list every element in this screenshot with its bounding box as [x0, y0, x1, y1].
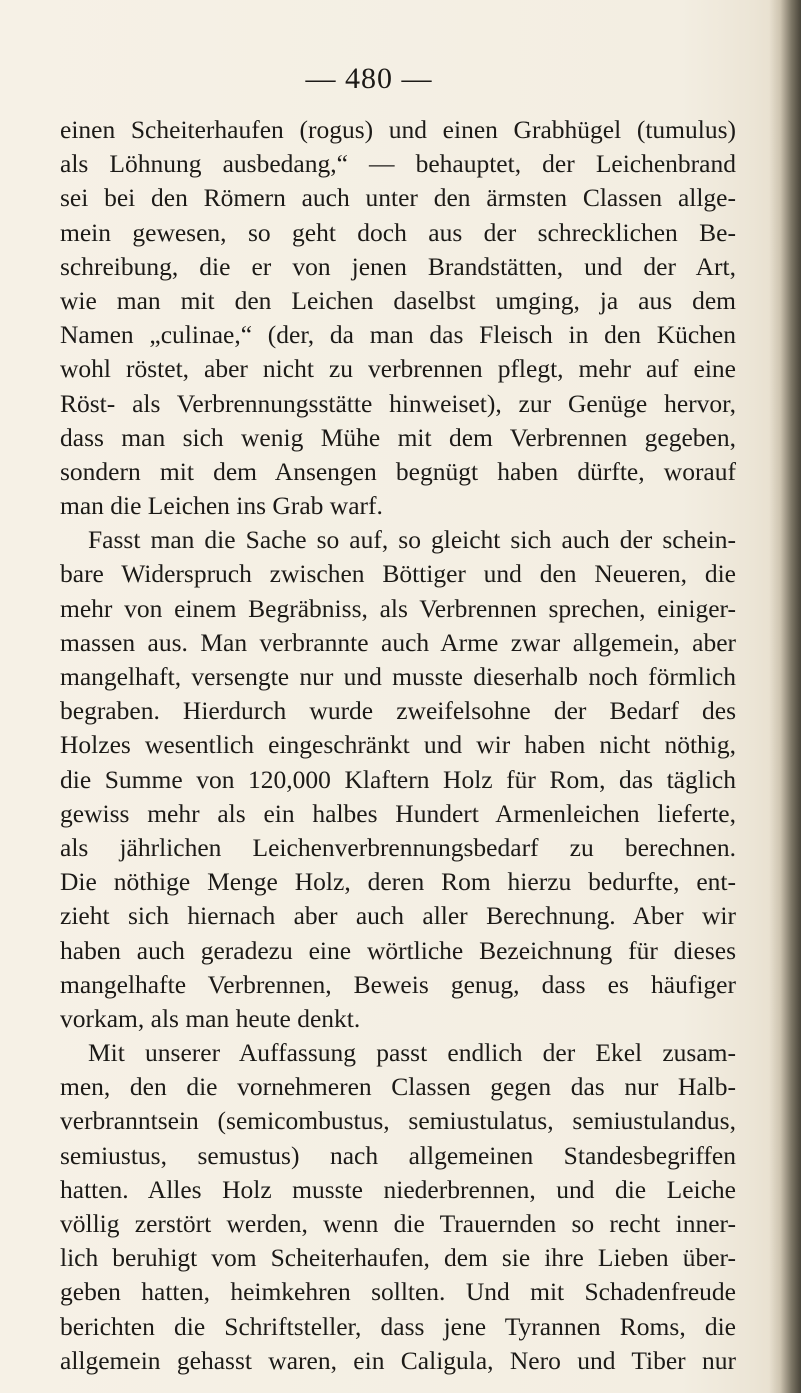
text-line: sondern mit dem Ansengen begnügt haben dürfte, worauf	[60, 456, 736, 486]
text-line: allgemein gehasst waren, ein Caligula, Nero und Tiber nur	[60, 1345, 736, 1375]
text-line: lich beruhigt vom Scheiterhaufen, dem sie ihre Lieben über-	[60, 1243, 736, 1273]
text-line: haben auch geradezu eine wörtliche Bezeichnung für dieses	[60, 935, 736, 965]
text-line: geben hatten, heimkehren sollten. Und mit Schadenfreude	[60, 1277, 736, 1307]
text-line: als Löhnung ausbedang,“ — behauptet, der Leichenbrand	[60, 149, 736, 179]
text-line: einen Scheiterhaufen (rogus) und einen Grabhügel (tumulus)	[60, 115, 736, 144]
text-line: gewiss mehr als ein halbes Hundert Armenleichen lieferte,	[60, 798, 736, 828]
text-line: wie man mit den Leichen daselbst umging, ja aus dem	[60, 285, 736, 315]
page-gutter-edge	[769, 0, 801, 1393]
text-line: dass man sich wenig Mühe mit dem Verbrennen gegeben,	[60, 422, 736, 452]
text-line: die Summe von 120,000 Klaftern Holz für Rom, das täglich	[60, 764, 736, 794]
text-line: mangelhaft, versengte nur und musste dieserhalb noch förmlich	[60, 662, 736, 691]
text-line: semiustus, semustus) nach allgemeinen Standesbegriffen	[60, 1140, 736, 1170]
text-line: massen aus. Man verbrannte auch Arme zwar allgemein, aber	[60, 627, 736, 657]
text-line: wohl röstet, aber nicht zu verbrennen pflegt, mehr auf eine	[60, 354, 736, 384]
text-line: mehr von einem Begräbniss, als Verbrennen sprechen, einiger-	[60, 593, 736, 623]
text-line: begraben. Hierdurch wurde zweifelsohne der Bedarf des	[60, 696, 736, 726]
text-line: sei bei den Römern auch unter den ärmsten Classen allge-	[60, 183, 736, 213]
text-line: völlig zerstört werden, wenn die Trauernden so recht inner-	[60, 1209, 736, 1238]
text-line: Namen „culinae,“ (der, da man das Fleisch in den Küchen	[60, 320, 736, 350]
text-line: mein gewesen, so geht doch aus der schrecklichen Be-	[60, 217, 736, 247]
text-line: Mit unserer Auffassung passt endlich der Ekel zusam-	[88, 1038, 736, 1068]
text-line: hatten. Alles Holz musste niederbrennen, und die Leiche	[60, 1174, 736, 1204]
text-line: bare Widerspruch zwischen Böttiger und den Neueren, die	[60, 559, 736, 589]
text-line: schreibung, die er von jenen Brandstätten, und der Art,	[60, 251, 736, 281]
text-line: Holzes wesentlich eingeschränkt und wir haben nicht nöthig,	[60, 730, 736, 760]
text-line: Die nöthige Menge Holz, deren Rom hierzu bedurfte, ent-	[60, 867, 736, 897]
text-line: Röst- als Verbrennungsstätte hinweiset), zur Genüge hervor,	[60, 388, 736, 418]
body-text	[60, 113, 736, 1378]
text-line: man die Leichen ins Grab warf.	[60, 491, 383, 521]
text-line: verbranntsein (semicombustus, semiustulatus, semiustulandus,	[60, 1106, 736, 1136]
text-line: men, den die vornehmeren Classen gegen das nur Halb-	[60, 1072, 736, 1102]
text-line: als jährlichen Leichenverbrennungsbedarf zu berechnen.	[60, 832, 736, 862]
text-line: Fasst man die Sache so auf, so gleicht sich auch der schein-	[88, 525, 736, 555]
text-line: berichten die Schriftsteller, dass jene Tyrannen Roms, die	[60, 1311, 736, 1341]
text-line: vorkam, als man heute denkt.	[60, 1003, 361, 1033]
text-line: zieht sich hiernach aber auch aller Berechnung. Aber wir	[60, 901, 736, 931]
text-line: mangelhafte Verbrennen, Beweis genug, dass es häufiger	[60, 969, 736, 999]
page-number: — 480 —	[305, 62, 433, 95]
